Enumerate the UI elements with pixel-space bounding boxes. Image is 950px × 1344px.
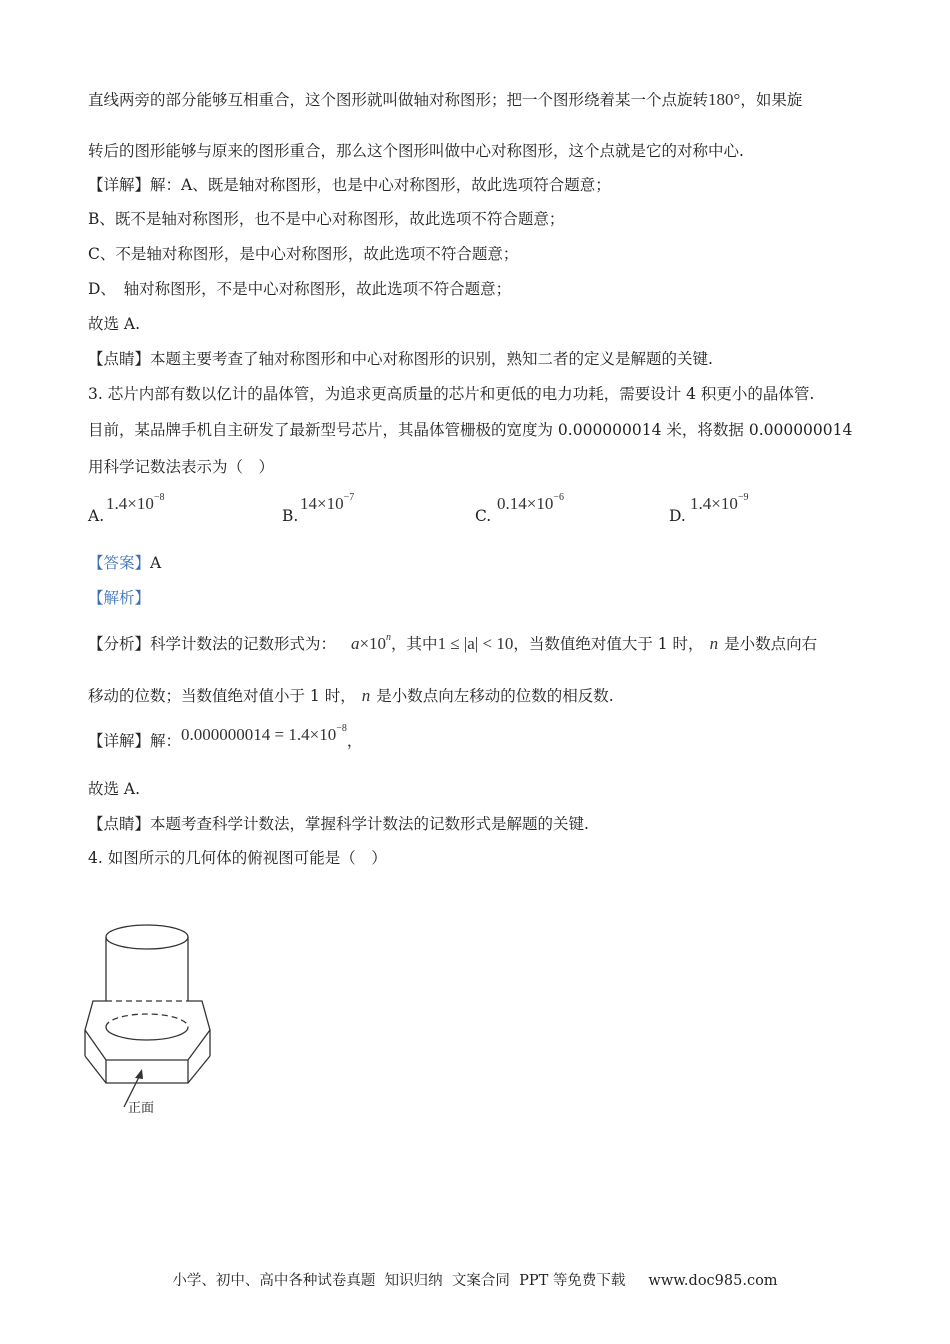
front-label: 正面 (128, 1101, 155, 1116)
q3-comment: 【点睛】本题考查科学计数法，掌握科学计数法的记数形式是解题的关键. (88, 815, 589, 833)
q3-choose: 故选 A. (88, 780, 141, 798)
option-d-math: $1.4\times 10^{-9}$ (690, 492, 749, 513)
option-c-math: $0.14\times 10^{-6}$ (497, 492, 564, 513)
answer-tag: 【答案】 (88, 554, 151, 572)
q2-detail-a: 【详解】解：A、既是轴对称图形，也是中心对称图形，故此选项符合题意； (88, 176, 611, 194)
option-c-label: C. (475, 507, 492, 525)
para-line-1 (88, 90, 802, 110)
q2-detail-d: D、 轴对称图形，不是中心对称图形，故此选项不符合题意； (88, 280, 512, 298)
q3-analysis-line-1: 【分析】科学计数法的记数形式为： $a\times 10^n$，其中1 ≤ |a| < 10，当数值绝对值大于 1 时， n 是小数点向右 (88, 632, 818, 653)
page-footer: 小学、初中、高中各种试卷真题 知识归纳 文案合同 PPT 等免费下载 www.doc985.com (172, 1273, 778, 1289)
para-text: 直线两旁的部分能够互相重合，这个图形就叫做轴对称图形；把一个图形绕着某一个点旋转 (88, 91, 709, 109)
front-arrow-head (135, 1069, 143, 1079)
angle-math: 180° (708, 90, 741, 109)
q3-analysis-line-2: 移动的位数；当数值绝对值小于 1 时， n 是小数点向左移动的位数的相反数. (88, 686, 614, 705)
geometry-figure (80, 915, 220, 1125)
answer-value: A (150, 554, 162, 572)
q3-answer (88, 553, 161, 573)
q2-comment: 【点睛】本题主要考查了轴对称图形和中心对称图形的识别，熟知二者的定义是解题的关键. (88, 350, 713, 368)
q2-detail-b: B、既不是轴对称图形，也不是中心对称图形，故此选项不符合题意； (88, 210, 565, 228)
q2-choose: 故选 A. (88, 315, 141, 333)
q3-stem-1: 3. 芯片内部有数以亿计的晶体管，为追求更高质量的芯片和更低的电力功耗，需要设计 4 积更小的晶体管. (88, 385, 815, 403)
para-line-2: 转后的图形能够与原来的图形重合，那么这个图形叫做中心对称图形，这个点就是它的对称中心. (88, 142, 744, 160)
q3-analysis-tag: 【解析】 (88, 589, 151, 607)
q4-stem: 4. 如图所示的几何体的俯视图可能是（ ） (88, 849, 387, 867)
hexagon-top-face (85, 1001, 210, 1060)
option-b-math: $14\times 10^{-7}$ (300, 492, 355, 513)
q3-stem-2: 目前，某品牌手机自主研发了最新型号芯片，其晶体管栅极的宽度为 0.000000014 米，将数据 0.000000014 (88, 421, 853, 439)
hidden-base-arc (106, 1014, 188, 1027)
q3-detail: 【详解】解：$0.000000014 = 1.4\times 10^{-8}$， (88, 723, 363, 750)
option-b-label: B. (282, 507, 299, 525)
option-d-label: D. (669, 507, 686, 525)
cylinder-top (106, 925, 188, 949)
option-a-math: $1.4\times 10^{-8}$ (106, 492, 165, 513)
q3-stem-3: 用科学记数法表示为（ ） (88, 458, 275, 476)
option-a-label: A. (88, 507, 105, 525)
cylinder-base-arc (106, 1027, 188, 1040)
q2-detail-c: C、不是轴对称图形，是中心对称图形，故此选项不符合题意； (88, 245, 519, 263)
para-text-end: ，如果旋 (740, 91, 803, 109)
